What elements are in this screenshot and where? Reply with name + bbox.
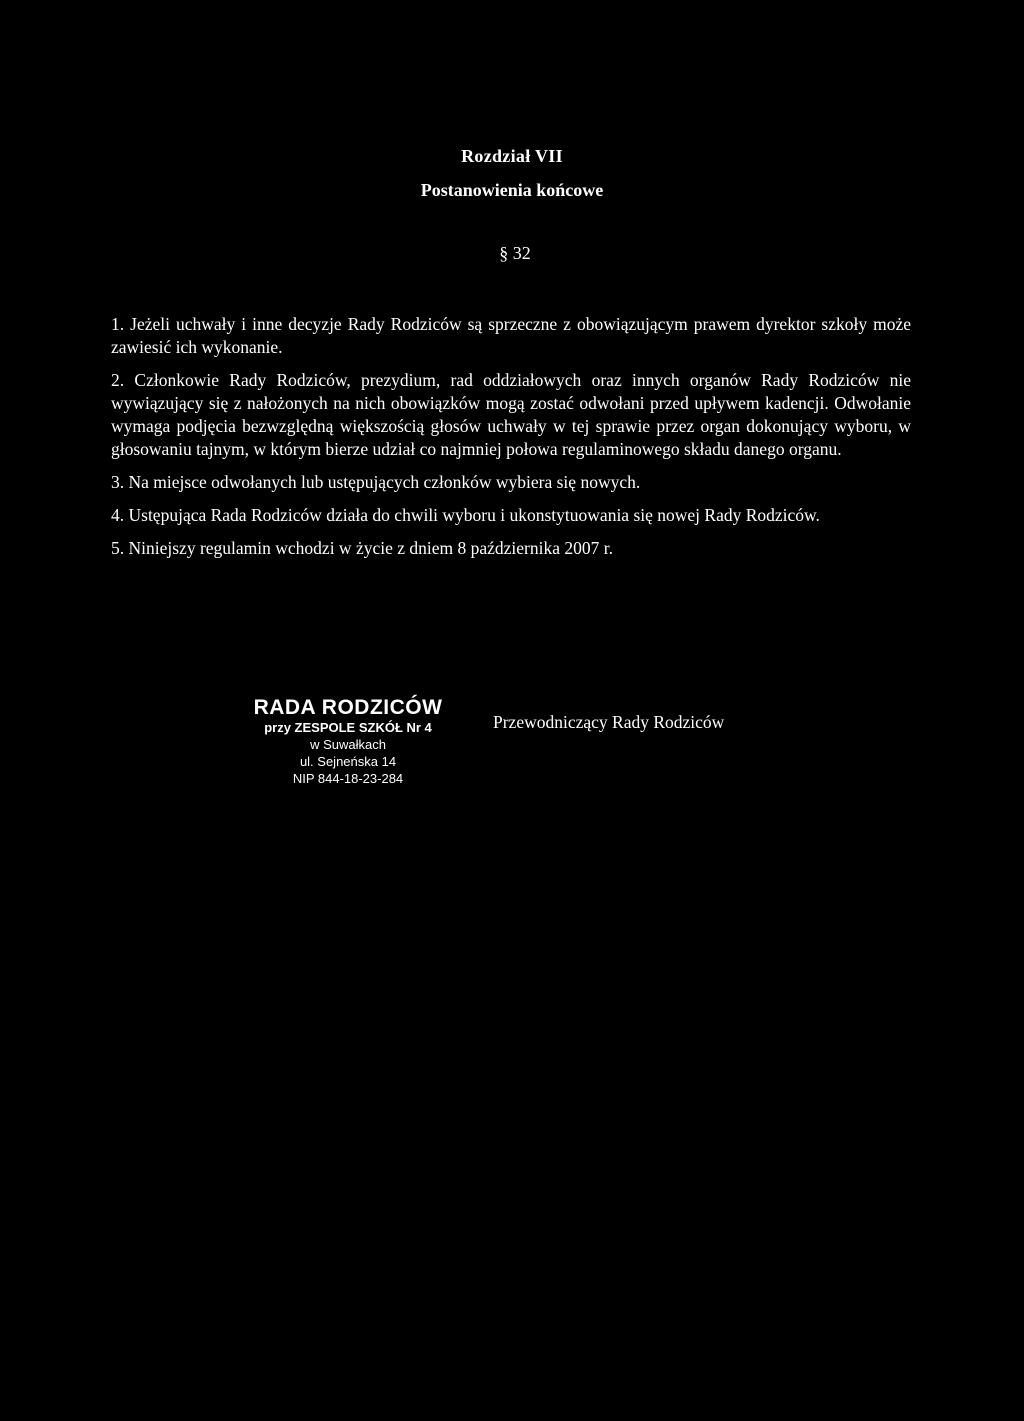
- chapter-subtitle: Postanowienia końcowe: [420, 180, 604, 200]
- stamp-street: ul. Sejneńska 14: [299, 754, 397, 769]
- organization-stamp: [246, 697, 450, 787]
- chapter-title: Rozdział VII: [461, 146, 563, 166]
- signature-label: Przewodniczący Rady Rodziców: [493, 712, 725, 732]
- paragraph-list: [111, 313, 911, 560]
- stamp-city: w Suwałkach: [310, 737, 386, 752]
- stamp-nip: NIP 844-18-23-284: [292, 771, 404, 786]
- paragraph-1: 1. Jeżeli uchwały i inne decyzje Rady Rodziców są sprzeczne z obowiązującym prawem dyrektor szkoły może zawiesić ich wykonanie.: [111, 314, 911, 357]
- paragraph-4: 4. Ustępująca Rada Rodziców działa do chwili wyboru i ukonstytuowania się nowej Rady Rodziców.: [111, 505, 820, 525]
- paragraph-2: 2. Członkowie Rady Rodziców, prezydium, rad oddziałowych oraz innych organów Rady Rodziców nie wywiązujący się z nałożonych na nich obowiązków mogą zostać odwołani przed upływem kadencji. Odwołanie wymaga podjęcia bezwzględną większością głosów uchwały w tej sprawie przez organ dokonujący wyboru, w głosowaniu tajnym, w którym bierze udział co najmniej połowa regulaminowego składu danego organu.: [111, 370, 911, 459]
- paragraph-3: 3. Na miejsce odwołanych lub ustępujących członków wybiera się nowych.: [111, 472, 641, 492]
- paragraph-5: 5. Niniejszy regulamin wchodzi w życie z dniem 8 października 2007 r.: [111, 538, 613, 558]
- stamp-title: RADA RODZICÓW: [253, 696, 443, 719]
- section-number: § 32: [499, 243, 531, 263]
- stamp-school: przy ZESPOLE SZKÓŁ Nr 4: [264, 720, 432, 735]
